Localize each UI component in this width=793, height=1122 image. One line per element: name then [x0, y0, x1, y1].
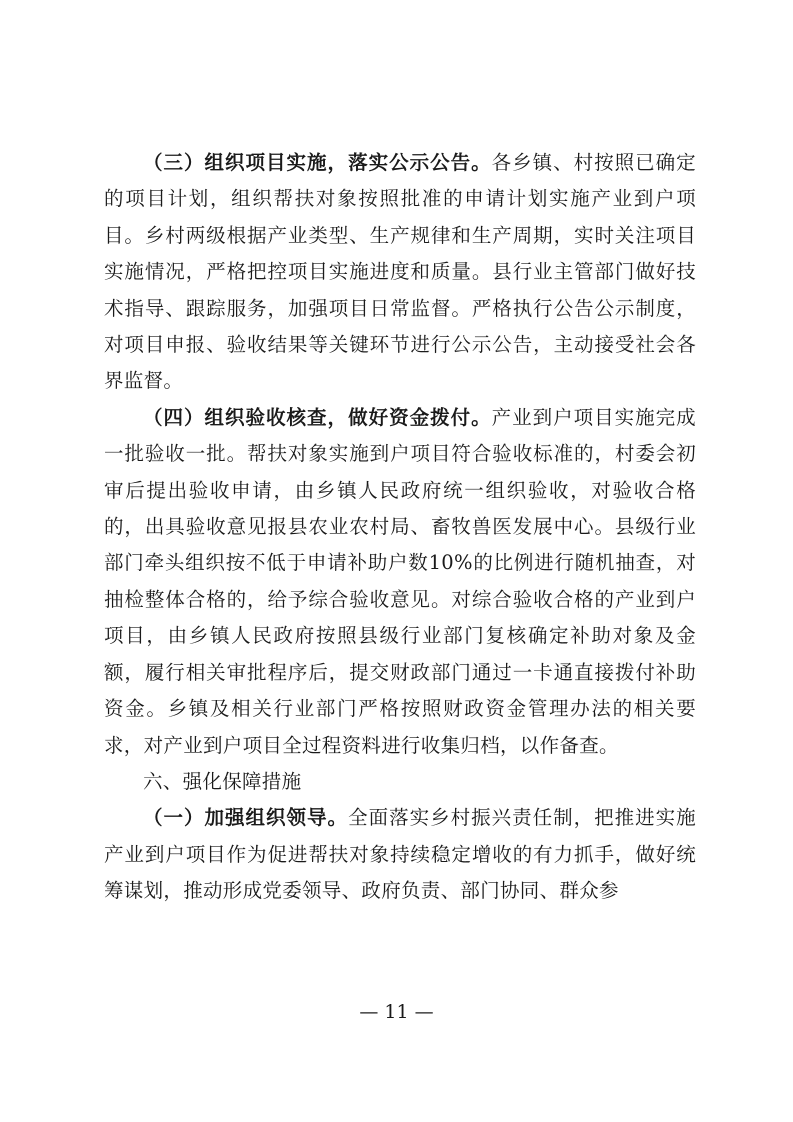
paragraph-text: 产业到户项目实施完成一批验收一批。帮扶对象实施到户项目符合验收标准的，村委会初审后提出验收申请，由乡镇人民政府统一组织验收，对验收合格的，出具验收意见报县农业农村局、畜牧兽医发展中心。县级行业部门牵头组织按不低于申请补助户数10%的比例进行随机抽查，对抽检整体合格的，给予综合验收意见。对综合验收合格的产业到户项目，由乡镇人民政府按照县级行业部门复核确定补助对象及金额，履行相关审批程序后，提交财政部门通过一卡通直接拨付补助资金。乡镇及相关行业部门严格按照财政资金管理办法的相关要求，对产业到户项目全过程资料进行收集归档，以作备查。 — [104, 405, 696, 757]
document-body — [104, 145, 696, 910]
paragraph-lead: （三）组织项目实施，落实公示公告。 — [143, 151, 492, 174]
paragraph-text: 全面落实乡村振兴责任制，把推进实施产业到户项目作为促进帮扶对象持续稳定增收的有力抓手，做好统筹谋划，推动形成党委领导、政府负责、部门协同、群众参 — [104, 806, 696, 903]
paragraph-lead: （四）组织验收核查，做好资金拨付。 — [143, 405, 492, 429]
paragraph-lead: （一）加强组织领导。 — [143, 806, 349, 830]
paragraph-organization-leadership — [104, 800, 696, 909]
paragraph-project-implementation — [104, 145, 696, 400]
section-heading: 六、强化保障措施 — [143, 769, 302, 793]
page-number: — 11 — — [359, 1001, 434, 1023]
paragraph-acceptance-check — [104, 400, 696, 764]
paragraph-text: 各乡镇、村按照已确定的项目计划，组织帮扶对象按照批准的申请计划实施产业到户项目。乡村两级根据产业类型、生产规律和生产周期，实时关注项目实施情况，严格把控项目实施进度和质量。县行业主管部门做好技术指导、跟踪服务，加强项目日常监督。严格执行公告公示制度，对项目申报、验收结果等关键环节进行公示公告，主动接受社会各界监督。 — [104, 151, 696, 393]
